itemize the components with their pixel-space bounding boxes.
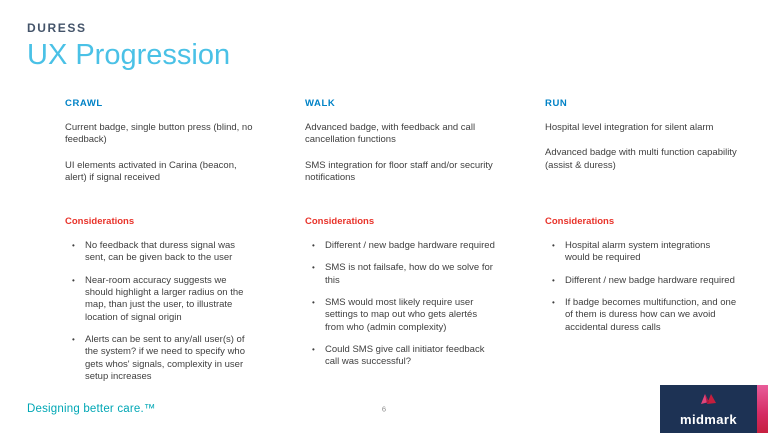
considerations-heading: Considerations	[65, 216, 135, 227]
slide-header	[0, 0, 768, 72]
considerations-list	[65, 240, 257, 383]
list-item: • No feedback that duress signal was sent, can be given back to the user	[72, 240, 257, 265]
considerations-list	[305, 240, 497, 369]
column-walk	[305, 98, 497, 393]
column-header-walk: WALK	[305, 98, 336, 109]
list-item: • Could SMS give call initiator feedback call was successful?	[312, 344, 497, 369]
column-header-crawl: CRAWL	[65, 98, 103, 109]
column-walk-considerations	[305, 216, 497, 369]
considerations-heading: Considerations	[545, 216, 615, 227]
column-crawl	[65, 98, 257, 393]
page-title: UX Progression	[27, 39, 231, 71]
column-run-summary	[545, 98, 737, 216]
brand-wordmark: midmark	[680, 411, 737, 427]
considerations-list	[545, 240, 737, 334]
column-run-considerations	[545, 216, 737, 334]
column-crawl-considerations	[65, 216, 257, 383]
list-item: • Near-room accuracy suggests we should highlight a larger radius on the map, than just the user, to illustrate location of signal origin	[72, 275, 257, 324]
kicker-label: DURESS	[27, 21, 87, 35]
list-item: • Different / new badge hardware required	[552, 275, 737, 287]
column-paragraph: Hospital level integration for silent alarm	[545, 122, 714, 133]
column-paragraph: SMS integration for floor staff and/or security notifications	[305, 159, 493, 184]
column-paragraph: Current badge, single button press (blind, no feedback)	[65, 122, 253, 146]
list-item: • SMS would most likely require user settings to map out who gets alertés from who (admin complexity)	[312, 297, 497, 334]
list-item: • SMS is not failsafe, how do we solve for this	[312, 262, 497, 287]
column-header-run: RUN	[545, 98, 568, 109]
phase-columns	[0, 98, 768, 393]
list-item: • Hospital alarm system integrations would be required	[552, 240, 737, 265]
column-run	[545, 98, 737, 393]
page-number: 6	[381, 404, 387, 414]
column-paragraph: Advanced badge with multi function capability (assist & duress)	[545, 147, 737, 171]
midmark-logo-icon	[699, 392, 719, 410]
column-walk-summary	[305, 98, 497, 216]
column-paragraph: Advanced badge, with feedback and call cancellation functions	[305, 122, 476, 146]
accent-stripe	[757, 385, 768, 433]
slide-footer	[0, 385, 768, 433]
list-item: • Different / new badge hardware required	[312, 240, 497, 252]
column-crawl-summary	[65, 98, 257, 216]
column-paragraph: UI elements activated in Carina (beacon, alert) if signal received	[65, 159, 237, 184]
list-item: • If badge becomes multifunction, and one of them is duress how can we avoid accidental duress calls	[552, 297, 737, 334]
list-item: • Alerts can be sent to any/all user(s) of the system? if we need to specify who gets whos' signals, complexity in user setup increases	[72, 334, 257, 383]
considerations-heading: Considerations	[305, 216, 375, 227]
brand-block	[660, 385, 757, 433]
footer-tagline: Designing better care.™	[27, 403, 156, 415]
